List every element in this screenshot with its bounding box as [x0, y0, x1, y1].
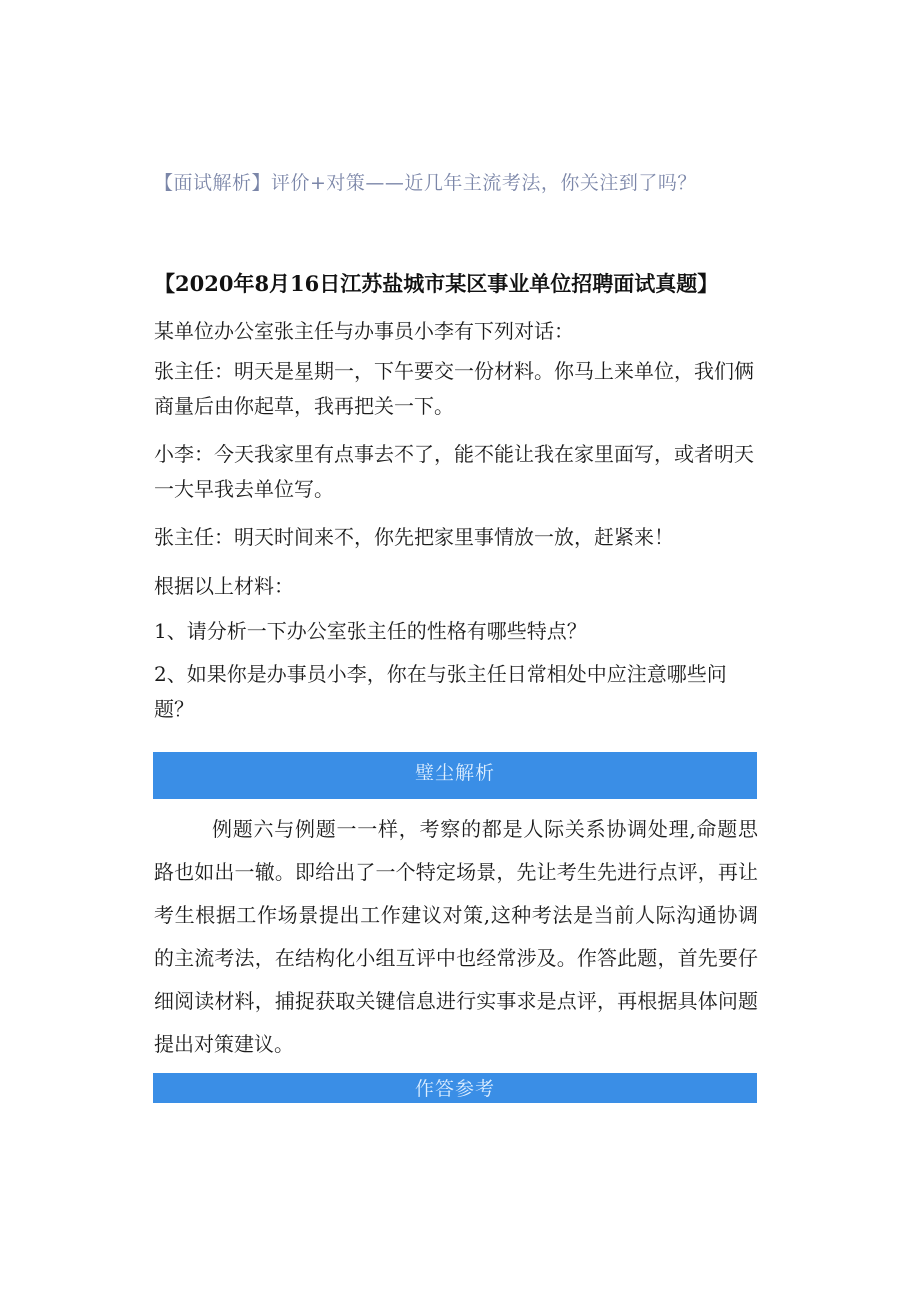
answer-reference-banner: 作答参考 [153, 1073, 757, 1103]
dialogue-zhang-2: 张主任：明天时间来不，你先把家里事情放一放，赶紧来！ [154, 525, 674, 549]
analysis-banner: 璧尘解析 [153, 752, 757, 799]
dialogue-li: 小李：今天我家里有点事去不了，能不能让我在家里面写，或者明天一大早我去单位写。 [154, 442, 754, 501]
article-link[interactable]: 【面试解析】评价+对策——近几年主流考法，你关注到了吗？ [154, 172, 697, 194]
analysis-paragraph: 例题六与例题一一样，考察的都是人际关系协调处理,命题思路也如出一辙。即给出了一个特定场景，先让考生先进行点评，再让考生根据工作场景提出工作建议对策,这种考法是当前人际沟通协调的主流考法，在结构化小组互评中也经常涉及。作答此题，首先要仔细阅读材料，捕捉获取关键信息进行实事求是点评，再根据具体问题提出对策建议。 [154, 817, 758, 1056]
question-2: 2、如果你是办事员小李，你在与张主任日常相处中应注意哪些问题？ [154, 662, 727, 721]
question-prompt: 根据以上材料： [154, 574, 294, 598]
question-1: 1、请分析一下办公室张主任的性格有哪些特点？ [154, 619, 587, 643]
exam-title: 【2020年8月16日江苏盐城市某区事业单位招聘面试真题】 [154, 271, 719, 296]
material-intro: 某单位办公室张主任与办事员小李有下列对话： [154, 319, 574, 343]
dialogue-zhang-1: 张主任：明天是星期一，下午要交一份材料。你马上来单位，我们俩商量后由你起草，我再把关一下。 [154, 359, 754, 418]
